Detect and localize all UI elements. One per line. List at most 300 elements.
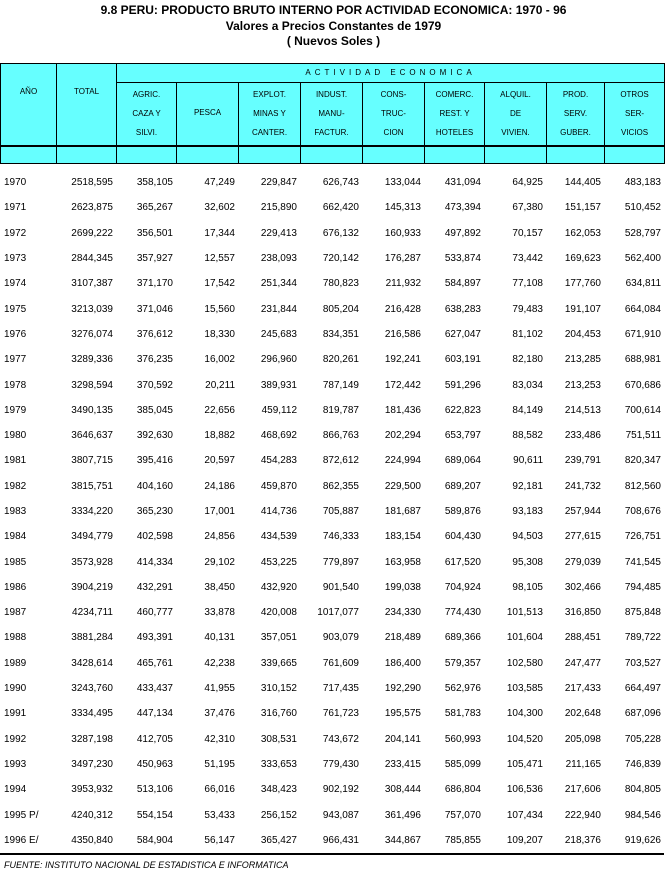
- table-row: [0, 347, 664, 372]
- row-value: 101,604: [506, 632, 543, 644]
- table-row: [0, 828, 664, 853]
- row-value: 434,539: [260, 531, 297, 543]
- row-year: 1987: [4, 607, 27, 619]
- header-col-line: CAZA Y: [132, 109, 161, 118]
- row-value: 361,496: [384, 809, 421, 821]
- row-value: 638,283: [444, 303, 481, 315]
- row-value: 18,330: [204, 328, 235, 340]
- row-value: 579,357: [444, 657, 481, 669]
- table-row: [0, 524, 664, 549]
- row-value: 433,437: [136, 683, 173, 695]
- row-value: 794,485: [624, 581, 661, 593]
- row-value: 447,134: [136, 708, 173, 720]
- header-col-4: [363, 83, 425, 164]
- row-value: 42,238: [204, 657, 235, 669]
- row-value: 389,931: [260, 379, 297, 391]
- row-value: 622,823: [444, 404, 481, 416]
- table-row: [0, 549, 664, 574]
- row-value: 84,149: [512, 404, 543, 416]
- row-value: 432,291: [136, 581, 173, 593]
- header-col-line: MINAS Y: [253, 109, 286, 118]
- table-row: [0, 271, 664, 296]
- header-col-line: COMERC.: [435, 90, 474, 99]
- row-value: 308,531: [260, 733, 297, 745]
- row-value: 584,904: [136, 834, 173, 846]
- row-value: 3289,336: [71, 354, 113, 366]
- table-row: [0, 372, 664, 397]
- row-value: 81,102: [512, 328, 543, 340]
- row-value: 581,783: [444, 708, 481, 720]
- row-year: 1985: [4, 556, 27, 568]
- row-value: 3807,715: [71, 455, 113, 467]
- row-value: 404,160: [136, 480, 173, 492]
- header-col-8: [605, 83, 665, 164]
- row-value: 247,477: [564, 657, 601, 669]
- row-year: 1973: [4, 253, 27, 265]
- table-row: [0, 600, 664, 625]
- row-value: 3497,230: [71, 758, 113, 770]
- row-value: 53,433: [204, 809, 235, 821]
- row-value: 15,560: [204, 303, 235, 315]
- row-value: 459,870: [260, 480, 297, 492]
- row-value: 420,008: [260, 607, 297, 619]
- header-col-line: HOTELES: [435, 128, 474, 137]
- row-year: 1970: [4, 177, 27, 189]
- header-col-line: ALQUIL.: [500, 90, 531, 99]
- row-year: 1994: [4, 784, 27, 796]
- row-year: 1977: [4, 354, 27, 366]
- row-value: 40,131: [204, 632, 235, 644]
- row-value: 3107,387: [71, 278, 113, 290]
- row-value: 779,430: [322, 758, 359, 770]
- row-value: 872,612: [322, 455, 359, 467]
- row-value: 106,536: [506, 784, 543, 796]
- row-value: 3953,932: [71, 784, 113, 796]
- row-value: 414,736: [260, 506, 297, 517]
- row-value: 241,732: [564, 480, 601, 492]
- row-value: 3287,198: [71, 733, 113, 745]
- row-value: 104,300: [506, 708, 543, 720]
- row-value: 585,099: [444, 758, 481, 770]
- row-value: 4240,312: [71, 809, 113, 821]
- row-value: 47,249: [204, 177, 235, 189]
- row-value: 224,994: [384, 455, 421, 467]
- table-row: [0, 195, 664, 220]
- row-value: 2844,345: [71, 253, 113, 265]
- row-value: 705,887: [322, 506, 359, 517]
- row-value: 24,186: [204, 480, 235, 492]
- row-value: 102,580: [506, 657, 543, 669]
- table-row: [0, 322, 664, 347]
- row-value: 288,451: [564, 632, 601, 644]
- header-col-line: AGRIC.: [132, 90, 161, 99]
- row-value: 73,442: [512, 253, 543, 265]
- row-value: 493,391: [136, 632, 173, 644]
- row-value: 746,839: [624, 758, 661, 770]
- row-year: 1993: [4, 758, 27, 770]
- row-value: 357,927: [136, 253, 173, 265]
- row-value: 371,046: [136, 303, 173, 315]
- row-value: 365,267: [136, 202, 173, 214]
- row-value: 229,500: [384, 480, 421, 492]
- row-value: 689,207: [444, 480, 481, 492]
- row-value: 432,920: [260, 581, 297, 593]
- row-value: 308,444: [384, 784, 421, 796]
- row-value: 670,686: [624, 379, 661, 391]
- row-value: 450,963: [136, 758, 173, 770]
- row-value: 12,557: [204, 253, 235, 265]
- row-value: 591,296: [444, 379, 481, 391]
- row-value: 234,330: [384, 607, 421, 619]
- row-year: 1990: [4, 683, 27, 695]
- row-value: 95,308: [512, 556, 543, 568]
- row-value: 392,630: [136, 430, 173, 442]
- table-row: [0, 423, 664, 448]
- header-col-line: CONS-: [380, 90, 407, 99]
- header-col-line: EXPLOT.: [253, 90, 286, 99]
- row-value: 689,064: [444, 455, 481, 467]
- row-value: 41,955: [204, 683, 235, 695]
- row-value: 513,106: [136, 784, 173, 796]
- row-value: 245,683: [260, 328, 297, 340]
- row-value: 83,034: [512, 379, 543, 391]
- row-value: 465,761: [136, 657, 173, 669]
- row-value: 365,427: [260, 834, 297, 846]
- row-value: 239,791: [564, 455, 601, 467]
- row-value: 966,431: [322, 834, 359, 846]
- row-value: 176,287: [384, 253, 421, 265]
- row-value: 66,016: [204, 784, 235, 796]
- row-value: 460,777: [136, 607, 173, 619]
- row-value: 77,108: [512, 278, 543, 290]
- row-value: 431,094: [444, 177, 481, 189]
- row-value: 2623,875: [71, 202, 113, 214]
- row-value: 862,355: [322, 480, 359, 492]
- row-value: 604,430: [444, 531, 481, 543]
- row-year: 1991: [4, 708, 27, 720]
- table-row: [0, 398, 664, 423]
- header-col-line: TRUC-: [381, 109, 406, 118]
- header-col-6: [485, 83, 547, 164]
- row-value: 4350,840: [71, 834, 113, 846]
- header-col-0: [117, 83, 177, 164]
- table-row: [0, 701, 664, 726]
- table-row: [0, 575, 664, 600]
- row-value: 3298,594: [71, 379, 113, 391]
- row-value: 216,586: [384, 328, 421, 340]
- row-value: 181,687: [384, 506, 421, 517]
- row-value: 562,400: [624, 253, 661, 265]
- row-year: 1978: [4, 379, 27, 391]
- row-value: 741,545: [624, 556, 661, 568]
- row-value: 348,423: [260, 784, 297, 796]
- table-row: [0, 752, 664, 777]
- row-value: 151,157: [564, 202, 601, 214]
- row-value: 412,705: [136, 733, 173, 745]
- row-value: 726,751: [624, 531, 661, 543]
- row-value: 820,261: [322, 354, 359, 366]
- row-value: 662,420: [322, 202, 359, 214]
- header-col-5: [425, 83, 485, 164]
- row-value: 302,466: [564, 581, 601, 593]
- row-value: 192,241: [384, 354, 421, 366]
- row-value: 3881,284: [71, 632, 113, 644]
- row-value: 204,141: [384, 733, 421, 745]
- row-value: 229,413: [260, 227, 297, 239]
- row-value: 24,856: [204, 531, 235, 543]
- row-value: 365,230: [136, 506, 173, 517]
- row-value: 105,471: [506, 758, 543, 770]
- row-value: 357,051: [260, 632, 297, 644]
- row-value: 627,047: [444, 328, 481, 340]
- row-value: 902,192: [322, 784, 359, 796]
- row-value: 79,483: [512, 303, 543, 315]
- row-value: 17,001: [204, 506, 235, 517]
- header-year: AÑO: [1, 64, 57, 164]
- row-value: 82,180: [512, 354, 543, 366]
- row-value: 943,087: [322, 809, 359, 821]
- row-value: 20,597: [204, 455, 235, 467]
- table-row: [0, 474, 664, 499]
- row-value: 32,602: [204, 202, 235, 214]
- row-value: 676,132: [322, 227, 359, 239]
- table-row: [0, 625, 664, 650]
- table-row: [0, 499, 664, 524]
- header-col-line: SER-: [624, 109, 645, 118]
- row-value: 376,612: [136, 328, 173, 340]
- row-year: 1992: [4, 733, 27, 745]
- row-value: 169,623: [564, 253, 601, 265]
- row-value: 805,204: [322, 303, 359, 315]
- row-value: 218,376: [564, 834, 601, 846]
- row-value: 554,154: [136, 809, 173, 821]
- row-value: 88,582: [512, 430, 543, 442]
- row-value: 231,844: [260, 303, 297, 315]
- row-value: 204,453: [564, 328, 601, 340]
- header-col-line: CION: [383, 128, 404, 137]
- header-col-line: OTROS: [620, 90, 649, 99]
- row-value: 67,380: [512, 202, 543, 214]
- row-value: 664,084: [624, 303, 661, 315]
- row-value: 37,476: [204, 708, 235, 720]
- row-value: 686,804: [444, 784, 481, 796]
- header-col-2: [239, 83, 301, 164]
- row-year: 1989: [4, 657, 27, 669]
- row-value: 746,333: [322, 531, 359, 543]
- header-col-3: [301, 83, 363, 164]
- row-value: 3646,637: [71, 430, 113, 442]
- row-value: 688,981: [624, 354, 661, 366]
- row-value: 277,615: [564, 531, 601, 543]
- row-value: 29,102: [204, 556, 235, 568]
- row-value: 229,847: [260, 177, 297, 189]
- row-value: 162,053: [564, 227, 601, 239]
- row-value: 919,626: [624, 834, 661, 846]
- header-col-1: [177, 83, 239, 164]
- row-value: 584,897: [444, 278, 481, 290]
- data-table: [0, 170, 664, 853]
- row-value: 3213,039: [71, 303, 113, 315]
- row-value: 779,897: [322, 556, 359, 568]
- source-note: FUENTE: INSTITUTO NACIONAL DE ESTADISTICA E INFORMATICA: [4, 860, 289, 870]
- row-value: 903,079: [322, 632, 359, 644]
- row-value: 202,294: [384, 430, 421, 442]
- row-value: 104,520: [506, 733, 543, 745]
- row-value: 17,344: [204, 227, 235, 239]
- row-value: 192,290: [384, 683, 421, 695]
- row-value: 1017,077: [317, 607, 359, 619]
- row-value: 70,157: [512, 227, 543, 239]
- row-value: 195,575: [384, 708, 421, 720]
- row-value: 144,405: [564, 177, 601, 189]
- header-col-line: VIVIEN.: [501, 128, 530, 137]
- row-value: 107,434: [506, 809, 543, 821]
- row-value: 820,347: [624, 455, 661, 467]
- row-year: 1979: [4, 404, 27, 416]
- row-value: 186,400: [384, 657, 421, 669]
- table-row: [0, 296, 664, 321]
- title-line-2: Valores a Precios Constantes de 1979: [225, 18, 442, 33]
- row-value: 33,878: [204, 607, 235, 619]
- row-year: 1980: [4, 430, 27, 442]
- header-col-line: GUBER.: [560, 128, 591, 137]
- row-year: 1996 E/: [4, 834, 39, 846]
- row-value: 720,142: [322, 253, 359, 265]
- row-value: 473,394: [444, 202, 481, 214]
- row-value: 172,442: [384, 379, 421, 391]
- header-col-line: FACTUR.: [314, 128, 349, 137]
- header-bottom-rule: [0, 145, 664, 147]
- row-value: 214,513: [564, 404, 601, 416]
- row-value: 812,560: [624, 480, 661, 492]
- row-value: 145,313: [384, 202, 421, 214]
- footer-rule: [0, 853, 664, 855]
- row-value: 181,436: [384, 404, 421, 416]
- row-value: 689,366: [444, 632, 481, 644]
- row-value: 177,760: [564, 278, 601, 290]
- row-value: 103,585: [506, 683, 543, 695]
- row-value: 901,540: [322, 581, 359, 593]
- header-col-line: PROD.: [562, 90, 589, 99]
- row-value: 202,648: [564, 708, 601, 720]
- row-value: 468,692: [260, 430, 297, 442]
- row-value: 3428,614: [71, 657, 113, 669]
- row-value: 3334,495: [71, 708, 113, 720]
- row-value: 257,944: [564, 506, 601, 517]
- row-value: 705,228: [624, 733, 661, 745]
- row-value: 370,592: [136, 379, 173, 391]
- row-value: 333,653: [260, 758, 297, 770]
- header-col-line: INDUST.: [315, 90, 348, 99]
- row-value: 3243,760: [71, 683, 113, 695]
- row-value: 785,855: [444, 834, 481, 846]
- row-value: 834,351: [322, 328, 359, 340]
- row-value: 687,096: [624, 708, 661, 720]
- row-value: 3494,779: [71, 531, 113, 543]
- row-year: 1971: [4, 202, 27, 214]
- header-activity: ACTIVIDAD ECONOMICA: [117, 64, 665, 83]
- row-value: 562,976: [444, 683, 481, 695]
- header-col-line: SERV.: [563, 109, 588, 118]
- row-value: 56,147: [204, 834, 235, 846]
- row-value: 310,152: [260, 683, 297, 695]
- row-value: 804,805: [624, 784, 661, 796]
- row-value: 3573,928: [71, 556, 113, 568]
- row-value: 18,882: [204, 430, 235, 442]
- row-year: 1975: [4, 303, 27, 315]
- row-value: 819,787: [322, 404, 359, 416]
- table-row: [0, 651, 664, 676]
- row-value: 402,598: [136, 531, 173, 543]
- row-value: 90,611: [513, 455, 543, 467]
- row-value: 664,497: [624, 683, 661, 695]
- row-year: 1983: [4, 506, 27, 517]
- row-value: 787,149: [322, 379, 359, 391]
- header-col-line: VICIOS: [620, 128, 649, 137]
- table-row: [0, 777, 664, 802]
- row-value: 42,310: [204, 733, 235, 745]
- row-value: 4234,711: [72, 607, 113, 619]
- row-value: 51,195: [204, 758, 235, 770]
- row-value: 133,044: [384, 177, 421, 189]
- row-value: 700,614: [624, 404, 661, 416]
- header-col-7: [547, 83, 605, 164]
- row-value: 339,665: [260, 657, 297, 669]
- row-value: 218,489: [384, 632, 421, 644]
- row-year: 1972: [4, 227, 27, 239]
- header-col-line: CANTER.: [251, 128, 288, 137]
- row-value: 233,415: [384, 758, 421, 770]
- row-value: 64,925: [512, 177, 543, 189]
- row-value: 316,760: [260, 708, 297, 720]
- row-value: 3490,135: [71, 404, 113, 416]
- row-year: 1984: [4, 531, 27, 543]
- row-value: 774,430: [444, 607, 481, 619]
- row-value: 984,546: [624, 809, 661, 821]
- row-year: 1988: [4, 632, 27, 644]
- table-row: [0, 802, 664, 827]
- row-value: 16,002: [204, 354, 235, 366]
- header-col-line: DE: [509, 109, 522, 118]
- row-value: 238,093: [260, 253, 297, 265]
- row-value: 757,070: [444, 809, 481, 821]
- row-value: 98,105: [512, 581, 543, 593]
- table-row: [0, 727, 664, 752]
- table-row: [0, 221, 664, 246]
- row-value: 94,503: [512, 531, 543, 543]
- row-value: 603,191: [444, 354, 481, 366]
- row-value: 780,823: [322, 278, 359, 290]
- row-value: 789,722: [624, 632, 661, 644]
- row-value: 459,112: [261, 404, 297, 416]
- row-value: 213,253: [564, 379, 601, 391]
- row-value: 510,452: [624, 202, 661, 214]
- table-row: [0, 676, 664, 701]
- row-value: 414,334: [136, 556, 173, 568]
- row-value: 316,850: [564, 607, 601, 619]
- row-value: 191,107: [564, 303, 601, 315]
- row-value: 20,211: [205, 379, 235, 391]
- row-value: 215,890: [260, 202, 297, 214]
- row-value: 589,876: [444, 506, 481, 517]
- row-value: 385,045: [136, 404, 173, 416]
- row-value: 528,797: [624, 227, 661, 239]
- row-value: 213,285: [564, 354, 601, 366]
- table-header: [0, 63, 665, 164]
- row-value: 109,207: [506, 834, 543, 846]
- title-line-1: 9.8 PERU: PRODUCTO BRUTO INTERNO POR ACTIVIDAD ECONOMICA: 1970 - 96: [100, 3, 567, 17]
- header-col-line: PESCA: [193, 108, 222, 117]
